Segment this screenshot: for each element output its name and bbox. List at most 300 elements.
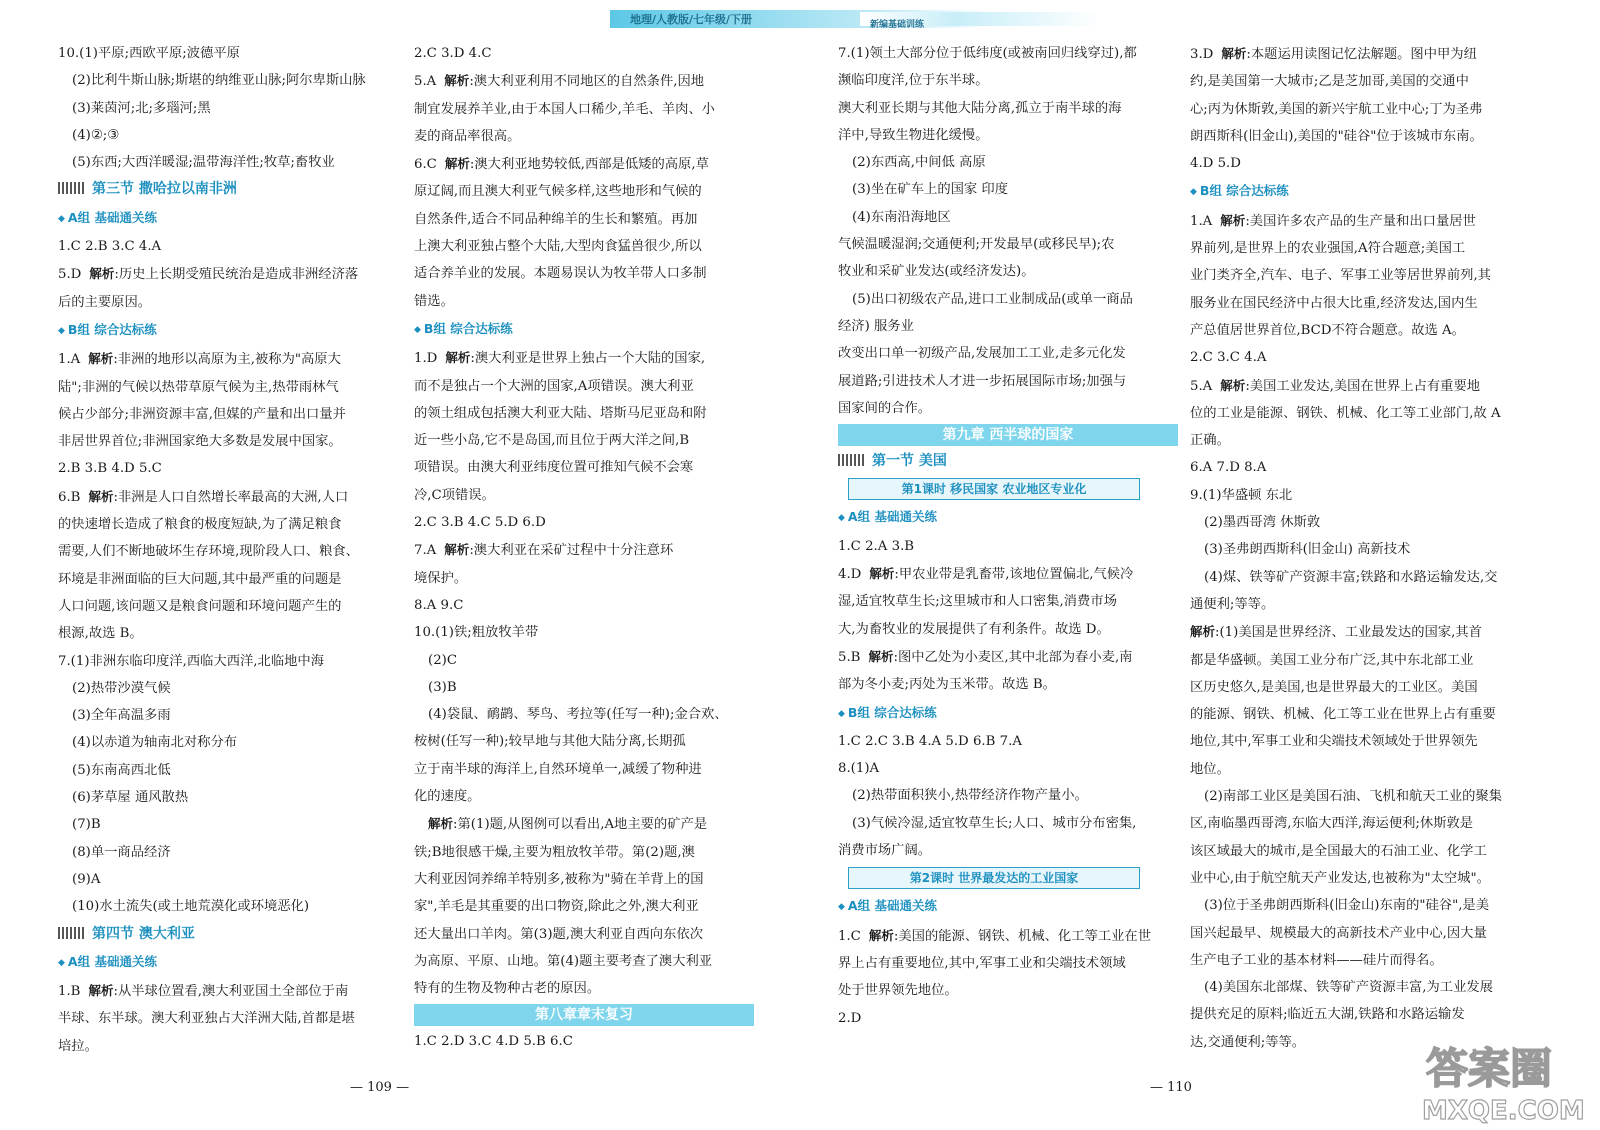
answer-text: 非居世界首位;非洲国家绝大多数是发展中国家。 (58, 434, 342, 450)
answer-text: 6.C (414, 157, 437, 173)
column-1 (58, 40, 404, 1060)
answer-line (1190, 400, 1545, 427)
answer-text: (2)比利牛斯山脉;斯堪的纳维亚山脉;阿尔卑斯山脉 (72, 73, 366, 89)
answer-line (1190, 810, 1545, 837)
answer-line (58, 1033, 404, 1060)
answer-line (1190, 564, 1545, 591)
answer-line (58, 95, 404, 122)
answer-text: 2.C 3.C 4.A (1190, 350, 1267, 366)
answer-line (1190, 454, 1545, 481)
answer-text: (3)B (428, 679, 457, 695)
answer-line (838, 149, 1178, 176)
analysis-text: :历史上长期受殖民统治是造成非洲经济落 (114, 267, 359, 283)
answer-line (414, 866, 754, 893)
answer-line (1190, 509, 1545, 536)
analysis-text: :澳大利亚利用不同地区的自然条件,因地 (469, 74, 705, 90)
answer-text: 2.B 3.B 4.D 5.C (58, 461, 162, 477)
answer-text: (3)圣弗朗西斯科(旧金山) 高新技术 (1204, 542, 1411, 558)
section-bars-icon (838, 454, 866, 466)
answer-text: 处于世界领先地位。 (838, 983, 958, 999)
answer-text: (5)东南高西北低 (72, 762, 171, 778)
answer-text: (2)墨西哥湾 休斯敦 (1204, 515, 1321, 531)
answer-text: 部为冬小麦;丙处为玉米带。故选 B。 (838, 677, 1056, 693)
answer-line (1190, 920, 1545, 947)
answer-line (1190, 262, 1545, 289)
analysis-label: 解析 (1220, 377, 1246, 393)
answer-line (838, 950, 1178, 977)
answer-text: 3.D (1190, 47, 1214, 62)
answer-line (414, 592, 754, 619)
analysis-text: :图中乙处为小麦区,其中北部为春小麦,南 (893, 649, 1133, 665)
answer-line (58, 374, 404, 401)
answer-text: 界前列,是世界上的农业强国,A符合题意;美国工 (1190, 241, 1466, 257)
exercise-group-heading: ◆ A组 基础通关练 (838, 892, 1178, 921)
answer-line (58, 593, 404, 620)
answer-text: 业门类齐全,汽车、电子、军事工业等居世界前列,其 (1190, 268, 1491, 284)
answer-text: (4)②;③ (72, 127, 120, 143)
exercise-group-heading: ◆ B组 综合达标练 (1190, 177, 1545, 206)
answer-text: 国兴起最早、规模最大的高新技术产业中心,因大量 (1190, 925, 1487, 941)
answer-text: 境保护。 (414, 570, 468, 586)
answer-text: 界上占有重要地位,其中,军事工业和尖端技术领域 (838, 955, 1126, 971)
answer-text: 4.D 5.D (1190, 156, 1241, 172)
answer-line (414, 783, 754, 810)
answer-line (838, 837, 1178, 864)
answer-line (58, 866, 404, 893)
answer-text: 1.A (1190, 213, 1213, 229)
exercise-group-heading: ◆ B组 综合达标练 (58, 316, 404, 345)
answer-text: (6)茅草屋 通风散热 (72, 790, 189, 806)
answer-line (414, 123, 754, 150)
answer-text: 7.A (414, 543, 437, 559)
answer-line (414, 756, 754, 783)
analysis-label: 解析 (1221, 46, 1247, 61)
answer-line (58, 455, 404, 482)
answer-line (58, 839, 404, 866)
answer-text: (3)莱茵河;北;多瑙河;黑 (72, 100, 211, 116)
section-bars-icon (58, 927, 86, 939)
answer-text: 还大量出口羊肉。第(3)题,澳大利亚自西向东依次 (414, 926, 703, 942)
answer-line (58, 648, 404, 675)
answer-text: (4)煤、铁等矿产资源丰富;铁路和水路运输发达,交 (1204, 569, 1498, 585)
answer-line (58, 784, 404, 811)
running-header-right (860, 12, 1100, 30)
answer-line (838, 258, 1178, 285)
answer-text: 10.(1)铁;粗放牧羊带 (414, 625, 539, 641)
column-4 (1190, 40, 1545, 1056)
exercise-group-heading: ◆ A组 基础通关练 (58, 948, 404, 977)
answer-line (1190, 96, 1545, 123)
answer-text: 业中心,由于航空航天产业发达,也被称为"太空城"。 (1190, 870, 1490, 886)
answer-text: (2)东西高,中间低 高原 (852, 155, 986, 171)
answer-line (58, 566, 404, 593)
answer-text: 牧业和采矿业发达(或经济发达)。 (838, 264, 1035, 280)
analysis-label: 解析 (88, 351, 114, 367)
answer-text: 5.A (1190, 378, 1213, 394)
answer-text: 5.D (58, 267, 82, 283)
answer-text: 区,南临墨西哥湾,东临大西洋,海运便利;休斯敦是 (1190, 816, 1474, 832)
answer-line (414, 509, 754, 536)
answer-text: 心;丙为休斯敦,美国的新兴宇航工业中心;丁为圣弗 (1190, 101, 1483, 117)
answer-text: (3)位于圣弗朗西斯科(旧金山)东南的"硅谷",是美 (1204, 898, 1490, 914)
answer-text: 消费市场广阔。 (838, 843, 932, 859)
answer-text: 6.B (58, 489, 81, 505)
answer-line (838, 671, 1178, 698)
answer-line (414, 373, 754, 400)
section-heading (838, 448, 1178, 475)
answer-line (58, 811, 404, 838)
answer-line (838, 40, 1178, 67)
answer-text: 大,为畜牧业的发展提供了有利条件。故选 D。 (838, 621, 1110, 637)
answer-text: (5)出口初级农产品,进口工业制成品(或单一商品 (852, 291, 1133, 307)
answer-text: 原辽阔,而且澳大利亚气候多样,这些地形和气候的 (414, 184, 702, 200)
answer-text: 环境是非洲面临的巨大问题,其中最严重的问题是 (58, 571, 342, 587)
answer-text: (4)袋鼠、鸸鹋、琴鸟、考拉等(任写一种);金合欢、 (428, 707, 728, 723)
answer-line (838, 616, 1178, 643)
answer-text: 桉树(任写一种);较早地与其他大陆分离,长期孤 (414, 734, 686, 750)
answer-line (838, 340, 1178, 367)
answer-text: 展道路;引进技术人才进一步拓展国际市场;加强与 (838, 373, 1127, 389)
answer-text: 1.C 2.C 3.B 4.A 5.D 6.B 7.A (838, 733, 1022, 749)
analysis-text: :美国工业发达,美国在世界上占有重要地 (1245, 378, 1481, 394)
answer-text: 7.(1)非洲东临印度洋,西临大西洋,北临地中海 (58, 653, 325, 669)
chapter-banner: 第八章章末复习 (414, 1004, 754, 1026)
answer-line (1190, 123, 1545, 150)
answer-text: 而不是独占一个大洲的国家,A项错误。澳大利亚 (414, 378, 694, 394)
answer-text: 适合养羊业的发展。本题易误认为牧羊带人口多制 (414, 266, 707, 282)
answer-text: 麦的商品率很高。 (414, 128, 521, 144)
answer-line (414, 948, 754, 975)
answer-line (58, 729, 404, 756)
answer-text: 项错误。由澳大利亚纬度位置可推知气候不会寒 (414, 460, 694, 476)
answer-line (414, 619, 754, 646)
answer-text: 的能源、钢铁、机械、化工等工业在世界上占有重要 (1190, 707, 1496, 723)
analysis-text: :澳大利亚在采矿过程中十分注意环 (469, 543, 674, 559)
answer-text: 位的工业是能源、钢铁、机械、化工等工业部门,故 A (1190, 405, 1501, 421)
answer-line (414, 921, 754, 948)
answer-text: 需要,人们不断地破坏生存环境,现阶段人口、粮食、 (58, 544, 359, 560)
answer-line (414, 810, 754, 838)
answer-text: 后的主要原因。 (58, 294, 152, 310)
answer-line (58, 149, 404, 176)
answer-line (838, 922, 1178, 950)
answer-text: 培拉。 (58, 1038, 98, 1054)
answer-text: 错选。 (414, 293, 454, 309)
section-bars-icon (58, 182, 86, 194)
answer-line (838, 231, 1178, 258)
answer-line (838, 588, 1178, 615)
answer-line (1190, 647, 1545, 674)
answer-line (414, 975, 754, 1002)
answer-line (838, 286, 1178, 313)
answer-line (414, 1028, 754, 1055)
analysis-text: :非洲的地形以高原为主,被称为"高原大 (113, 352, 341, 368)
analysis-text: :美国的能源、钢铁、机械、化工等工业在世 (893, 928, 1152, 944)
answer-line (838, 977, 1178, 1004)
answer-line (58, 620, 404, 647)
analysis-label: 解析 (869, 566, 895, 582)
section-heading (58, 921, 404, 948)
analysis-label: 解析 (868, 927, 894, 943)
answer-line (414, 150, 754, 178)
answer-line (414, 288, 754, 315)
section-title: 第一节 美国 (872, 453, 947, 470)
answer-text: 自然条件,适合不同品种绵羊的生长和繁殖。再加 (414, 211, 698, 227)
answer-text: 约,是美国第一大城市;乙是芝加哥,美国的交通中 (1190, 74, 1469, 90)
answer-text: 化的速度。 (414, 789, 481, 805)
answer-line (1190, 865, 1545, 892)
answer-line (414, 839, 754, 866)
answer-text: 1.A (58, 352, 81, 368)
analysis-text: :本题运用读图记忆法解题。图中甲为纽 (1246, 47, 1477, 62)
answer-text: 都是华盛顿。美国工业分布广泛,其中东北部工业 (1190, 652, 1474, 668)
answer-line (838, 755, 1178, 782)
analysis-text: :非洲是人口自然增长率最高的大洲,人口 (113, 489, 349, 505)
watermark-logo (1408, 1035, 1598, 1125)
answer-line (1190, 150, 1545, 177)
answer-text: 1.C 2.D 3.C 4.D 5.B 6.C (414, 1034, 573, 1050)
answer-line (838, 313, 1178, 340)
answer-line (58, 67, 404, 94)
answer-line (838, 810, 1178, 837)
analysis-text: :澳大利亚是世界上独占一个大陆的国家, (470, 351, 706, 367)
answer-text: 区历史悠久,是美国,也是世界最大的工业区。美国 (1190, 679, 1478, 695)
answer-text: 濒临印度洋,位于东半球。 (838, 73, 989, 89)
answer-text: 1.C 2.A 3.B (838, 538, 915, 554)
analysis-text: :第(1)题,从图例可以看出,A地主要的矿产是 (453, 817, 708, 833)
watermark-cn: 答案圈 (1426, 1044, 1553, 1093)
answer-text: 地位,其中,军事工业和尖端技术领域处于世界领先 (1190, 734, 1478, 750)
column-3 (838, 40, 1178, 1032)
answer-line (58, 40, 404, 67)
answer-text: 洋中,导致生物进化缓慢。 (838, 127, 989, 143)
answer-line (1190, 427, 1545, 454)
answer-line (58, 757, 404, 784)
answer-line (1190, 701, 1545, 728)
answer-line (1190, 317, 1545, 344)
answer-line (414, 260, 754, 287)
answer-line (838, 533, 1178, 560)
answer-line (414, 96, 754, 123)
answer-line (1190, 372, 1545, 400)
answer-line (1190, 618, 1545, 646)
answer-text: 特有的生物及物种古老的原因。 (414, 981, 601, 997)
answer-text: 根源,故选 B。 (58, 626, 143, 642)
analysis-label: 解析 (445, 350, 471, 366)
answer-text: 10.(1)平原;西欧平原;波德平原 (58, 46, 240, 61)
section-title: 第四节 澳大利亚 (92, 925, 195, 942)
answer-text: (10)水土流失(或土地荒漠化或环境恶化) (72, 899, 310, 915)
answer-line (414, 344, 754, 372)
answer-text: 地位。 (1190, 761, 1230, 777)
answer-line (58, 289, 404, 316)
answer-text: 近一些小岛,它不是岛国,而且位于两大洋之间,B (414, 433, 690, 449)
answer-line (1190, 728, 1545, 755)
answer-text: 8.A 9.C (414, 597, 464, 613)
answer-line (838, 560, 1178, 588)
answer-text: 服务业在国民经济中占很大比重,经济发达,国内生 (1190, 295, 1478, 311)
answer-text: (2)热带沙漠气候 (72, 680, 171, 696)
chapter-banner: 第九章 西半球的国家 (838, 424, 1178, 446)
answer-line (838, 782, 1178, 809)
answer-text: (4)东南沿海地区 (852, 209, 951, 225)
answer-text: 立于南半球的海洋上,自然环境单一,减缓了物种进 (414, 761, 702, 777)
answer-text: 陆";非洲的气候以热带草原气候为主,热带雨林气 (58, 379, 339, 395)
lesson-heading: 第1课时 移民国家 农业地区专业化 (848, 478, 1140, 500)
answer-text: 铁;B地很感干燥,主要为粗放牧羊带。第(2)题,澳 (414, 844, 695, 860)
answer-line (58, 401, 404, 428)
answer-line (1190, 40, 1545, 68)
analysis-text: :从半球位置看,澳大利亚国土全部位于南 (113, 984, 349, 1000)
section-heading (58, 176, 404, 203)
exercise-group-heading: ◆ A组 基础通关练 (838, 503, 1178, 532)
answer-text: (5)东西;大西洋暖湿;温带海洋性;牧草;畜牧业 (72, 155, 335, 171)
answer-line (58, 260, 404, 288)
answer-line (1190, 892, 1545, 919)
answer-text: (4)以赤道为轴南北对称分布 (72, 735, 238, 751)
answer-line (838, 122, 1178, 149)
answer-line (838, 368, 1178, 395)
answer-line (58, 702, 404, 729)
answer-line (1190, 756, 1545, 783)
answer-text: 9.(1)华盛顿 东北 (1190, 487, 1293, 503)
analysis-label: 解析 (444, 156, 470, 172)
answer-text: 2.D (838, 1010, 862, 1026)
exercise-group-heading: ◆ A组 基础通关练 (58, 204, 404, 233)
answer-line (1190, 290, 1545, 317)
answer-text: 2.C 3.B 4.C 5.D 6.D (414, 515, 546, 531)
answer-line (58, 538, 404, 565)
analysis-text: :(1)美国是世界经济、工业最发达的国家,其首 (1215, 625, 1482, 641)
answer-text: (3)坐在矿车上的国家 印度 (852, 182, 1009, 198)
answer-line (414, 536, 754, 564)
analysis-text: :美国许多农产品的生产量和出口量居世 (1245, 213, 1476, 229)
answer-text: (8)单一商品经济 (72, 844, 171, 860)
lesson-heading: 第2课时 世界最发达的工业国家 (848, 867, 1140, 889)
answer-line (58, 483, 404, 511)
analysis-label: 解析 (428, 816, 454, 832)
answer-text: 正确。 (1190, 433, 1230, 449)
answer-text: 上澳大利亚独占整个大陆,大型肉食猛兽很少,所以 (414, 239, 702, 255)
answer-text: 4.D (838, 567, 862, 583)
answer-text: (7)B (72, 817, 101, 833)
answer-line (838, 95, 1178, 122)
answer-text: 的快速增长造成了粮食的极度短缺,为了满足粮食 (58, 517, 342, 533)
answer-text: 湿,适宜牧草生长;这里城市和人口密集,消费市场 (838, 594, 1117, 610)
answer-line (1190, 947, 1545, 974)
answer-line (414, 427, 754, 454)
answer-line (1190, 235, 1545, 262)
answer-text: 家",羊毛是其重要的出口物资,除此之外,澳大利亚 (414, 899, 699, 915)
answer-text: 冷,C项错误。 (414, 487, 495, 503)
answer-line (838, 395, 1178, 422)
answer-line (414, 67, 754, 95)
analysis-label: 解析 (868, 648, 894, 664)
answer-line (58, 1005, 404, 1032)
answer-text: (4)美国东北部煤、铁等矿产资源丰富,为工业发展 (1204, 980, 1493, 996)
answer-line (1190, 674, 1545, 701)
answer-text: (2)南部工业区是美国石油、飞机和航天工业的聚集 (1204, 789, 1503, 805)
answer-line (414, 647, 754, 674)
answer-text: 7.(1)领土大部分位于低纬度(或被南回归线穿过),都 (838, 46, 1137, 61)
answer-line (414, 400, 754, 427)
answer-text: 国家间的合作。 (838, 400, 932, 416)
answer-text: 达,交通便利;等等。 (1190, 1034, 1306, 1050)
analysis-text: :甲农业带是乳畜带,该地位置偏北,气候冷 (894, 567, 1134, 583)
section-title: 第三节 撒哈拉以南非洲 (92, 181, 237, 198)
answer-text: 人口问题,该问题又是粮食问题和环境问题产生的 (58, 598, 342, 614)
answer-line (414, 40, 754, 67)
answer-line (414, 674, 754, 701)
page-number-right: — 110 (1150, 1080, 1192, 1095)
answer-text: (9)A (72, 871, 101, 887)
answer-line (414, 565, 754, 592)
answer-line (414, 178, 754, 205)
answer-text: 半球、东半球。澳大利亚独占大洋洲大陆,首都是堪 (58, 1011, 355, 1027)
answer-line (1190, 838, 1545, 865)
analysis-label: 解析 (444, 73, 470, 89)
answer-line (58, 345, 404, 373)
answer-line (1190, 482, 1545, 509)
answer-text: (2)C (428, 652, 458, 668)
answer-line (58, 675, 404, 702)
answer-text: 气候温暖湿润;交通便利;开发最早(或移民早);农 (838, 237, 1115, 253)
answer-text: 5.B (838, 649, 861, 665)
answer-line (414, 454, 754, 481)
exercise-group-heading: ◆ B组 综合达标练 (838, 699, 1178, 728)
answer-text: 1.C (838, 928, 861, 944)
answer-text: 5.A (414, 74, 437, 90)
answer-text: 经济) 服务业 (838, 318, 914, 334)
answer-line (1190, 344, 1545, 371)
answer-line (838, 204, 1178, 231)
answer-line (838, 1005, 1178, 1032)
answer-text: 大利亚因饲养绵羊特别多,被称为"骑在羊背上的国 (414, 871, 704, 887)
answer-line (414, 728, 754, 755)
answer-text: 朗西斯科(旧金山),美国的"硅谷"位于该城市东南。 (1190, 128, 1483, 144)
answer-text: 改变出口单一初级产品,发展加工工业,走多元化发 (838, 346, 1126, 362)
answer-text: 提供充足的原料;临近五大湖,铁路和水路运输发 (1190, 1007, 1465, 1023)
answer-text: 为高原、平原、山地。第(4)题主要考查了澳大利亚 (414, 953, 713, 969)
answer-text: 通便利;等等。 (1190, 596, 1275, 612)
answer-line (414, 701, 754, 728)
answer-text: (3)气候冷湿,适宜牧草生长;人口、城市分布密集, (852, 815, 1137, 831)
analysis-label: 解析 (88, 488, 114, 504)
watermark-en: MXQE.COM (1422, 1096, 1585, 1125)
answer-line (414, 206, 754, 233)
answer-line (838, 643, 1178, 671)
analysis-label: 解析 (1220, 212, 1246, 228)
analysis-label: 解析 (89, 266, 115, 282)
answer-line (1190, 207, 1545, 235)
header-series: 新编基础训练 (870, 20, 925, 30)
answer-line (1190, 591, 1545, 618)
answer-text: 1.D (414, 351, 438, 367)
answer-line (1190, 536, 1545, 563)
answer-line (1190, 68, 1545, 95)
answer-text: 6.A 7.D 8.A (1190, 460, 1267, 476)
answer-text: 1.C 2.B 3.C 4.A (58, 239, 162, 255)
page-number-left: — 109 — (350, 1080, 410, 1095)
answer-line (58, 428, 404, 455)
answer-text: 候占少部分;非洲资源丰富,但媒的产量和出口量并 (58, 406, 346, 422)
answer-line (838, 728, 1178, 755)
answer-text: (3)全年高温多雨 (72, 708, 171, 724)
answer-text: 制宜发展养羊业,由于本国人口稀少,羊毛、羊肉、小 (414, 101, 715, 117)
answer-line (414, 233, 754, 260)
answer-line (838, 67, 1178, 94)
answer-line (414, 893, 754, 920)
